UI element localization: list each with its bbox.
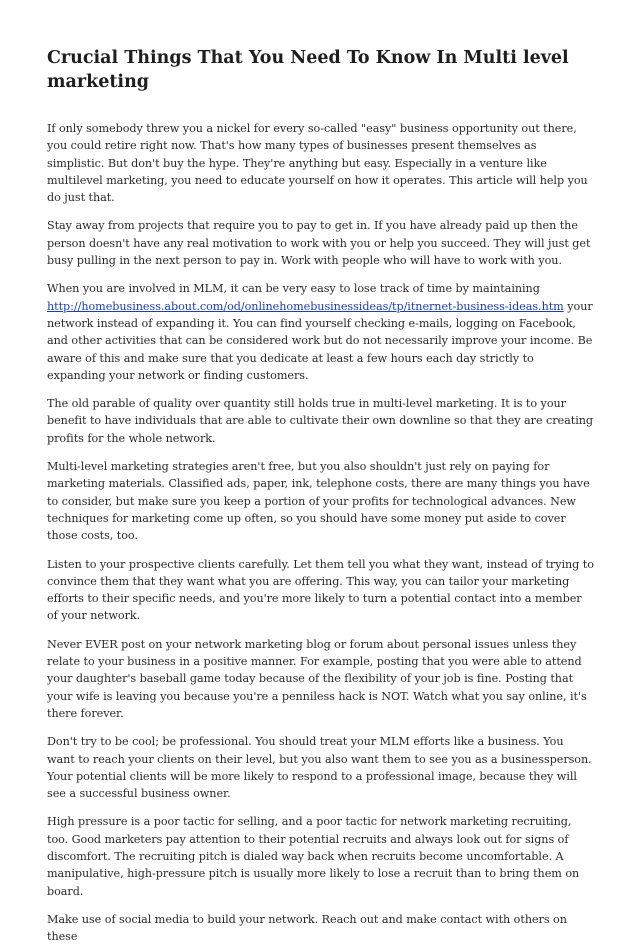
paragraph-5: Multi-level marketing strategies aren't free, but you also shouldn't just rely on paying for marketing materials. Classified ads, paper, ink, telephone costs, there are many things you have to consider, but make sure you keep a portion of your profits for technological advances. New techniques for marketing come up often, so you should have some money put aside to cover those costs, too. [47,460,590,543]
paragraph-3-after: your network instead of expanding it. You can find yourself checking e-mails, logging on Facebook, and other activities that can be considered work but do not necessarily improve your income. Be aware of this and make sure that you dedicate at least a few hours each day strictly to expanding your network or finding customers. [47,299,593,382]
paragraph-8: Don't try to be cool; be professional. You should treat your MLM efforts like a business. You want to reach your clients on their level, but you also want them to see you as a businessperson. Your potential clients will be more likely to respond to a professional image, because they will see a successful business owner. [47,735,592,801]
paragraph-7: Never EVER post on your network marketing blog or forum about personal issues unless they relate to your business in a positive manner. For example, posting that you were able to attend your daughter's baseball game today because of the flexibility of your job is fine. Posting that your wife is leaving you because you're a penniless hack is NOT. Watch what you say online, it's there forever. [47,637,587,720]
page-title: Crucial Things That You Need To Know In Multi level marketing [47,48,569,92]
paragraph-3-before: When you are involved in MLM, it can be very easy to lose track of time by maintaining [47,282,540,296]
paragraph-2: Stay away from projects that require you to pay to get in. If you have already paid up then the person doesn't have any real motivation to work with you or help you succeed. They will just get busy pulling in the next person to pay in. Work with people who will have to work with you. [47,219,591,268]
paragraph-9: High pressure is a poor tactic for selling, and a poor tactic for network marketing recruiting, too. Good marketers pay attention to their potential recruits and always look out for signs of discomfort. The recruiting pitch is dialed way back when recruits become uncomfortable. A manipulative, high-pressure pitch is usually more likely to lose a recruit than to bring them on board. [47,815,580,898]
paragraph-3 [47,280,594,384]
paragraph-6: Listen to your prospective clients carefully. Let them tell you what they want, instead of trying to convince them that they want what you are offering. This way, you can tailor your marketing efforts to their specific needs, and you're more likely to turn a potential contact into a member of your network. [47,557,594,623]
article-link[interactable]: http://homebusiness.about.com/od/onlinehomebusinessideas/tp/itnernet-business-ideas.htm [47,299,564,313]
paragraph-10: Make use of social media to build your network. Reach out and make contact with others on these [47,912,567,944]
paragraph-1: If only somebody threw you a nickel for every so-called "easy" business opportunity out there, you could retire right now. That's how many types of businesses present themselves as simplistic. But don't buy the hype. They're anything but easy. Especially in a venture like multilevel marketing, you need to educate yourself on how it operates. This article will help you do just that. [47,122,588,205]
paragraph-4: The old parable of quality over quantity still holds true in multi-level marketing. It is to your benefit to have individuals that are able to cultivate their own downline so that they are creating profits for the whole network. [47,397,593,445]
